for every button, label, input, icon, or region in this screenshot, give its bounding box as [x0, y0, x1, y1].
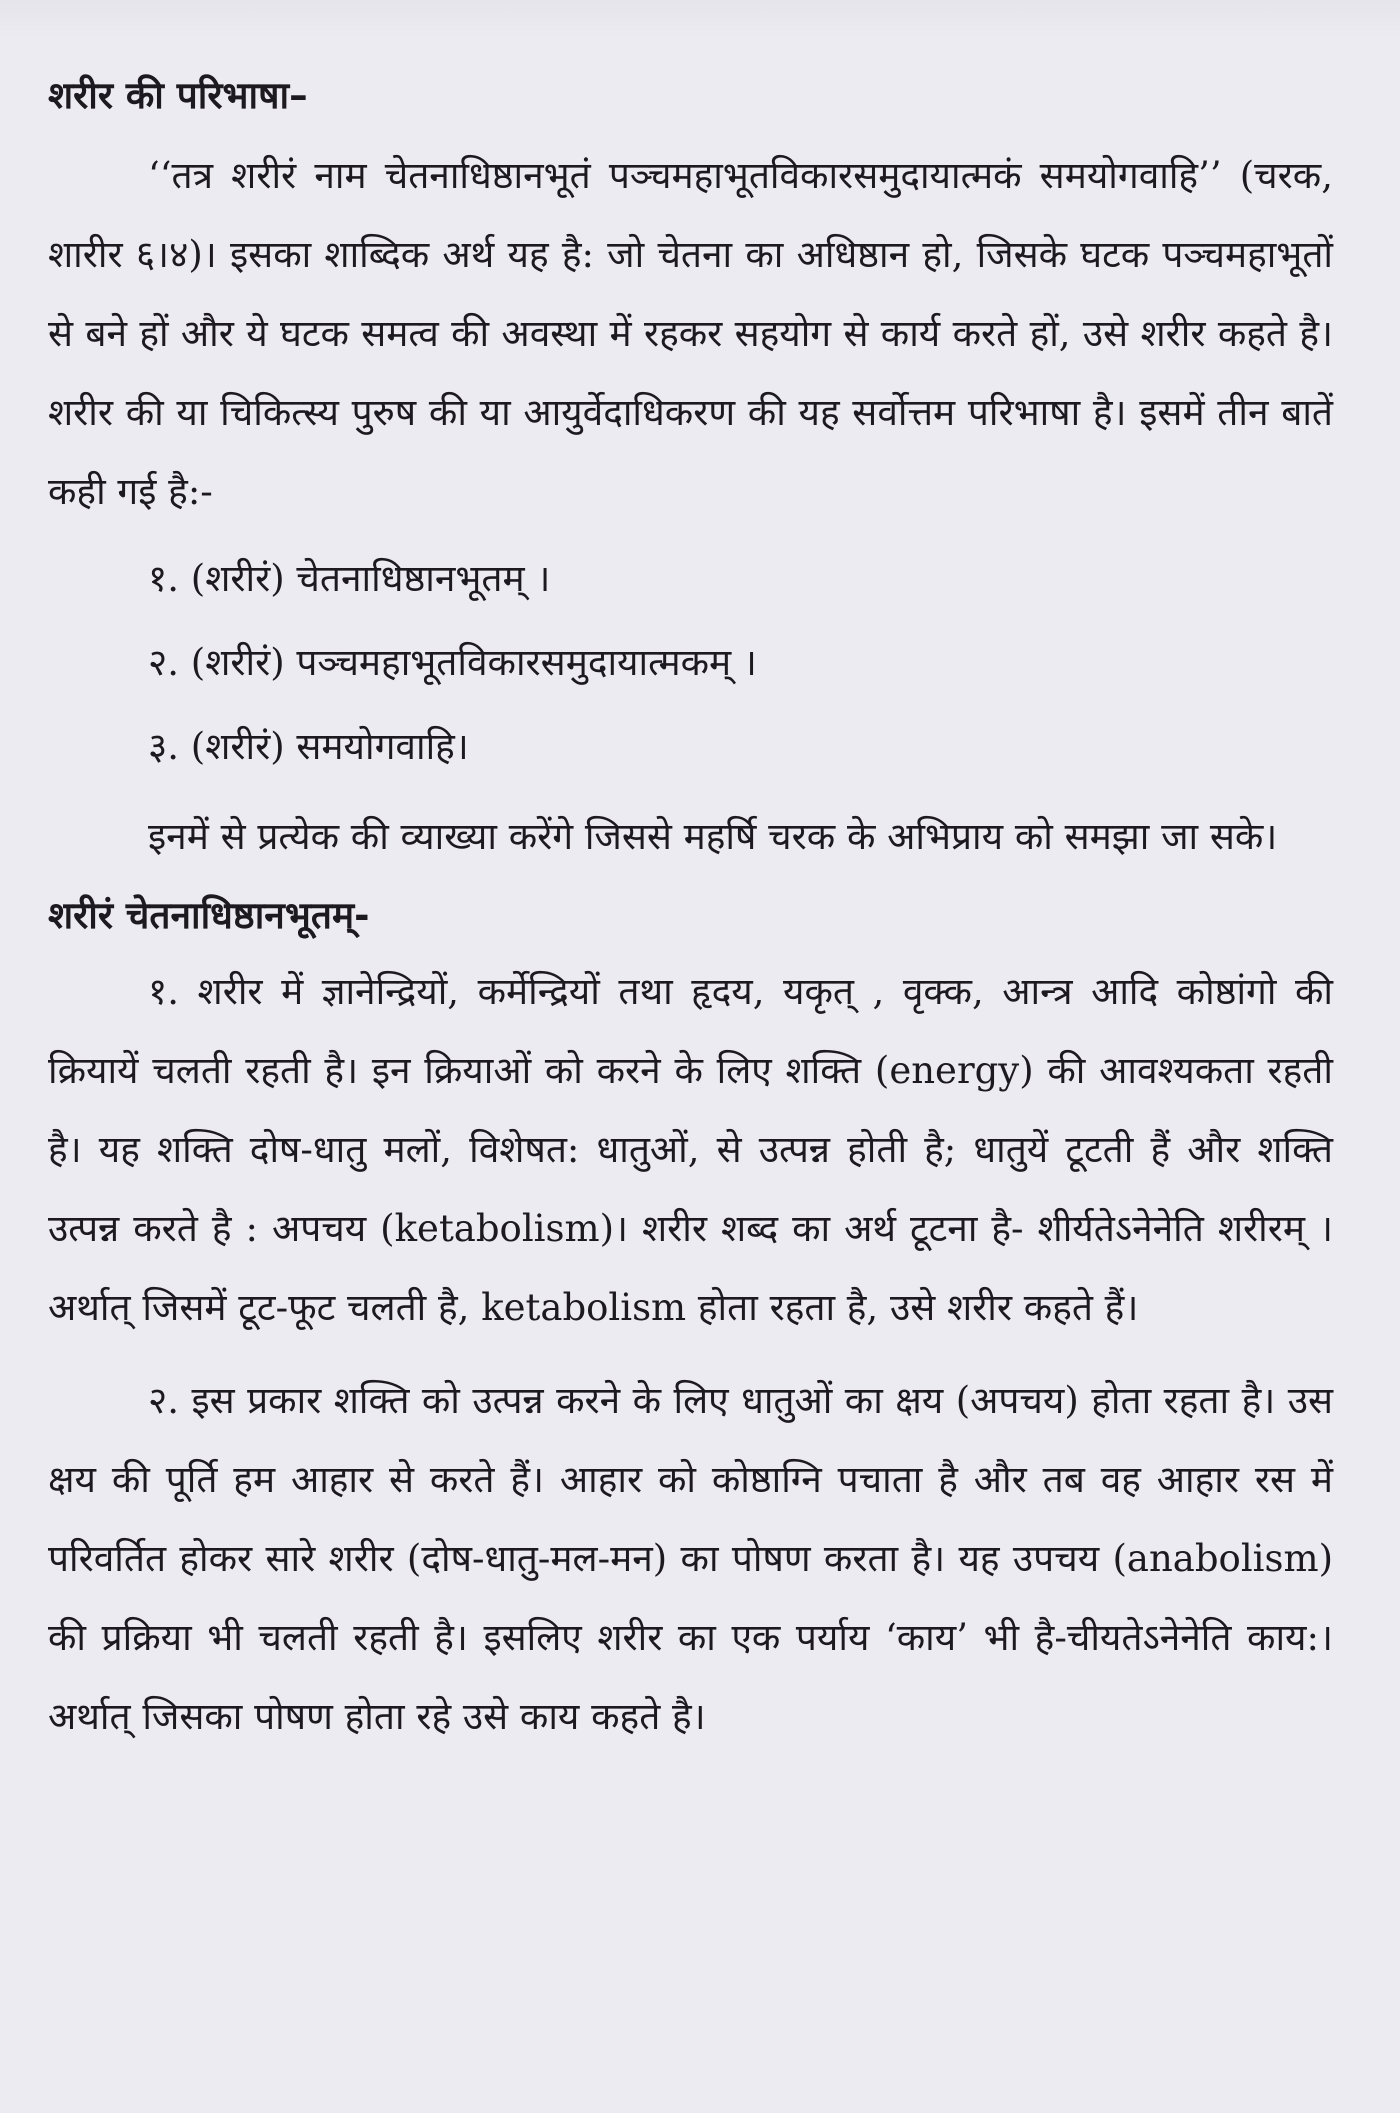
point-two-paragraph: २. इस प्रकार शक्ति को उत्पन्न करने के लिए धातुओं का क्षय (अपचय) होता रहता है। उस क्षय की पूर्ति हम आहार से करते हैं। आहार को कोष्ठाग्नि पचाता है और तब वह आहार रस में परिवर्तित होकर सारे शरीर (दोष-धातु-मल-मन) का पोषण करता है। यह उपचय (anabolism) की प्रक्रिया भी चलती रहती है। इसलिए शरीर का एक पर्याय ‘काय’ भी है-चीयतेऽनेनेति काय:। अर्थात् जिसका पोषण होता रहे उसे काय कहते है। [48, 1379, 1333, 1738]
list-item: ३. (शरीरं) समयोगवाहि। [148, 725, 469, 768]
section-heading-chetana: शरीरं चेतनाधिष्ठानभूतम्- [48, 894, 370, 937]
section-heading-definition: शरीर की परिभाषा– [48, 74, 308, 117]
list-item: १. (शरीरं) चेतनाधिष्ठानभूतम् । [148, 557, 551, 600]
definition-paragraph: ‘‘तत्र शरीरं नाम चेतनाधिष्ठानभूतं पञ्चमहाभूतविकारसमुदायात्मकं समयोगवाहि’’ (चरक, शारीर ६।४)। इसका शाब्दिक अर्थ यह है: जो चेतना का अधिष्ठान हो, जिसके घटक पञ्चमहाभूतों से बने हों और ये घटक समत्व की अवस्था में रहकर सहयोग से कार्य करते हों, उसे शरीर कहते है। शरीर की या चिकित्स्य पुरुष की या आयुर्वेदाधिकरण की यह सर्वोत्तम परिभाषा है। इसमें तीन बातें कही गई है:- [48, 154, 1334, 513]
list-item: २. (शरीरं) पञ्चमहाभूतविकारसमुदायात्मकम् । [148, 641, 757, 684]
page-content [48, 58, 1333, 1756]
explanation-paragraph: इनमें से प्रत्येक की व्याख्या करेंगे जिससे महर्षि चरक के अभिप्राय को समझा जा सके। [148, 815, 1278, 858]
point-one-paragraph: १. शरीर में ज्ञानेन्द्रियों, कर्मेन्द्रियों तथा हृदय, यकृत् , वृक्क, आन्त्र आदि कोष्ठांगो की क्रियायें चलती रहती है। इन क्रियाओं को करने के लिए शक्ति (energy) की आवश्यकता रहती है। यह शक्ति दोष-धातु मलों, विशेषत: धातुओं, से उत्पन्न होती है; धातुयें टूटती हैं और शक्ति उत्पन्न करते है : अपचय (ketabolism)। शरीर शब्द का अर्थ टूटना है- शीर्यतेऽनेनेति शरीरम् । अर्थात् जिसमें टूट-फूट चलती है, ketabolism होता रहता है, उसे शरीर कहते हैं। [48, 970, 1333, 1329]
